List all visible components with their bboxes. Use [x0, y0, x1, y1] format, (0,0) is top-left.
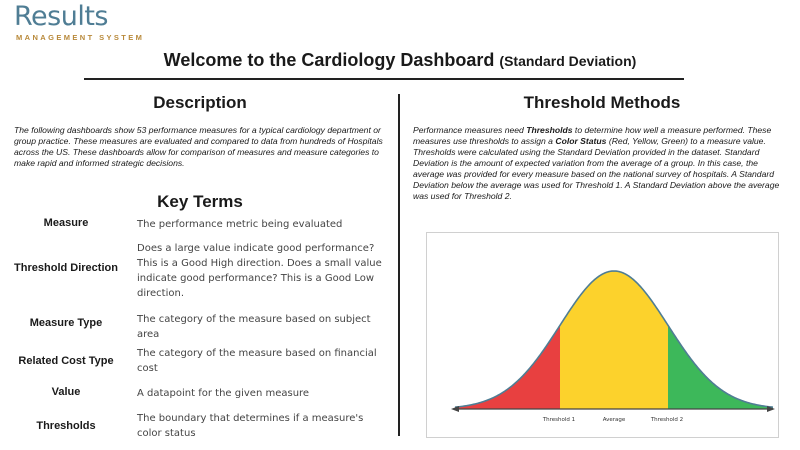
description-heading: Description [153, 93, 247, 112]
definition-measure: The performance metric being evaluated [137, 219, 343, 230]
bell-curve-red-region [455, 325, 560, 409]
threshold-text-part-2: to determine how well a measure performed. These measures use thresholds to assign a [413, 125, 772, 146]
logo-subtitle: MANAGEMENT SYSTEM [16, 33, 145, 42]
term-thresholds: Thresholds [36, 420, 96, 432]
definition-measure-type: The category of the measure based on subject area [137, 314, 371, 340]
logo [14, 2, 144, 42]
term-related-cost-type: Related Cost Type [18, 355, 114, 367]
page-title-sub: (Standard Deviation) [499, 53, 637, 69]
description-text: The following dashboards show 53 performance measures for a typical cardiology department or group practice. These measures are evaluated and compared to data from hundreds of Hospitals across the US. These dashboards allow for comparison of measures and measure categories to make rapid and informed strategic decisions. [14, 125, 383, 168]
threshold-methods-heading: Threshold Methods [523, 93, 681, 112]
key-terms-heading: Key Terms [157, 192, 243, 211]
average-label: Average [602, 417, 626, 423]
threshold-text-bold-color-status: Color Status [555, 136, 607, 146]
bell-curve-svg [427, 233, 778, 437]
threshold-1-label: Threshold 1 [542, 417, 576, 423]
page-title-main: Welcome to the Cardiology Dashboard [163, 50, 495, 70]
definition-threshold-direction: Does a large value indicate good performance? This is a Good High direction. Does a small value indicate good performance? This is a Good Low direction. [137, 243, 382, 299]
threshold-2-label: Threshold 2 [650, 417, 684, 423]
bell-curve-yellow-region [560, 271, 668, 409]
column-divider [398, 94, 400, 436]
term-measure-type: Measure Type [29, 317, 103, 329]
term-value: Value [51, 386, 81, 398]
page-title [0, 50, 800, 71]
definition-related-cost-type: The category of the measure based on financial cost [137, 348, 377, 374]
term-measure: Measure [43, 217, 89, 229]
definition-thresholds: The boundary that determines if a measure's color status [137, 413, 364, 439]
threshold-text-part-1: Performance measures need [413, 125, 527, 135]
bell-curve-green-region [668, 325, 773, 409]
title-divider [84, 78, 684, 80]
threshold-text-bold-thresholds: Thresholds [526, 125, 573, 135]
threshold-methods-text [413, 125, 787, 202]
threshold-text-part-3: (Red, Yellow, Green) to a measure value. Thresholds were calculated using the Standard Deviation provided in the dataset. Standard Deviation is the amount of expected variation from the average of a group. In this case, the average was provided for every measure based on the national survey of hospitals. A Standard Deviation below the average was used for Threshold 1. A Standard Deviation above the average was used for Threshold 2. [413, 136, 780, 201]
bell-curve-diagram [426, 232, 779, 438]
definition-value: A datapoint for the given measure [137, 388, 310, 399]
logo-wordmark: Results [14, 1, 108, 32]
term-threshold-direction: Threshold Direction [14, 262, 118, 274]
